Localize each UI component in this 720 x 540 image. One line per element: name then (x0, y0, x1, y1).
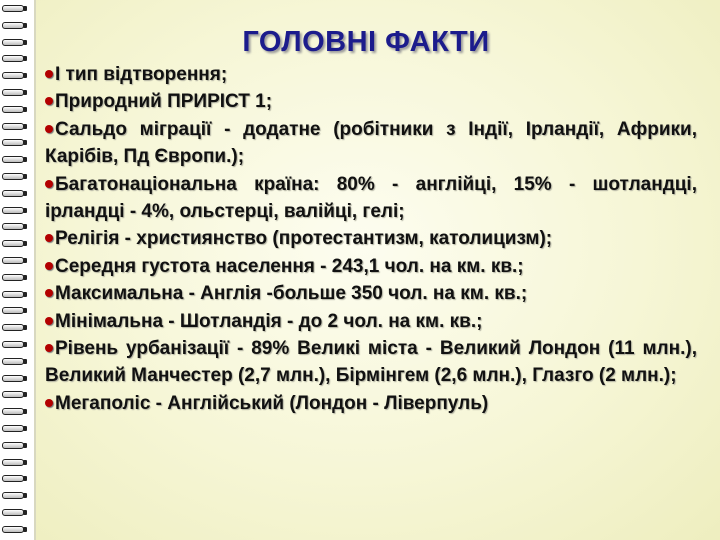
binding-ring-icon (2, 156, 28, 164)
fact-item (45, 61, 697, 88)
fact-list (45, 61, 697, 417)
fact-item (45, 308, 697, 335)
binding-ring-icon (2, 190, 28, 198)
fact-text: Мегаполіс - Англійський (Лондон - Ліверпуль) (55, 392, 489, 414)
fact-item (45, 225, 697, 252)
binding-ring-icon (2, 526, 28, 534)
fact-item (45, 88, 697, 115)
binding-ring-icon (2, 223, 28, 231)
binding-ring-icon (2, 5, 28, 13)
bullet-icon (45, 125, 53, 133)
fact-text: Природний ПРИРІСТ 1; (55, 91, 273, 113)
fact-text: Сальдо міграції - додатне (робітники з Індії, Ірландії, Африки, Карібів, Пд Європи.); (45, 118, 697, 168)
binding-ring-icon (2, 72, 28, 80)
binding-ring-icon (2, 442, 28, 450)
binding-edge (34, 0, 36, 540)
fact-item (45, 390, 697, 417)
binding-ring-icon (2, 341, 28, 349)
fact-item (45, 116, 697, 171)
bullet-icon (45, 262, 53, 270)
binding-ring-icon (2, 106, 28, 114)
fact-text: Максимальна - Англія -больше 350 чол. на км. кв.; (55, 283, 528, 305)
binding-ring-icon (2, 475, 28, 483)
binding-ring-icon (2, 358, 28, 366)
binding-ring-icon (2, 425, 28, 433)
bullet-icon (45, 180, 53, 188)
binding-ring-icon (2, 55, 28, 63)
binding-ring-icon (2, 459, 28, 467)
binding-ring-icon (2, 207, 28, 215)
bullet-icon (45, 317, 53, 325)
fact-text: І тип відтворення; (55, 64, 228, 85)
fact-item (45, 253, 697, 280)
fact-item (45, 280, 697, 307)
binding-ring-icon (2, 492, 28, 500)
fact-text: Релігія - християнство (протестантизм, католицизм); (55, 228, 553, 250)
fact-text: Багатонаціональна країна: 80% - англійці, 15% - шотландці, ірландці - 4%, ольстерці, валійці, гелі; (45, 173, 697, 223)
fact-item (45, 335, 697, 390)
fact-text: Середня густота населення - 243,1 чол. на км. кв.; (55, 255, 524, 277)
bullet-icon (45, 234, 53, 242)
bullet-icon (45, 289, 53, 297)
slide-title: ГОЛОВНІ ФАКТИ (242, 26, 490, 58)
bullet-icon (45, 344, 53, 352)
binding-ring-icon (2, 391, 28, 399)
bullet-icon (45, 70, 53, 78)
binding-ring-icon (2, 39, 28, 47)
binding-ring-icon (2, 509, 28, 517)
binding-ring-icon (2, 22, 28, 30)
binding-ring-icon (2, 89, 28, 97)
binding-ring-icon (2, 139, 28, 147)
binding-ring-icon (2, 408, 28, 416)
binding-ring-icon (2, 324, 28, 332)
binding-ring-icon (2, 257, 28, 265)
binding-ring-icon (2, 173, 28, 181)
binding-ring-icon (2, 240, 28, 248)
fact-text: Мінімальна - Шотландія - до 2 чол. на км. кв.; (55, 310, 483, 332)
binding-ring-icon (2, 123, 28, 131)
binding-ring-icon (2, 307, 28, 315)
binding-ring-icon (2, 291, 28, 299)
fact-text: Рівень урбанізації - 89% Великі міста - Великий Лондон (11 млн.), Великий Манчестер (2,7 млн.), Бірмінгем (2,6 млн.), Глазго (2 млн.); (45, 338, 697, 387)
bullet-icon (45, 97, 53, 105)
binding-ring-icon (2, 375, 28, 383)
bullet-icon (45, 399, 53, 407)
binding-ring-icon (2, 274, 28, 282)
fact-item (45, 171, 697, 226)
